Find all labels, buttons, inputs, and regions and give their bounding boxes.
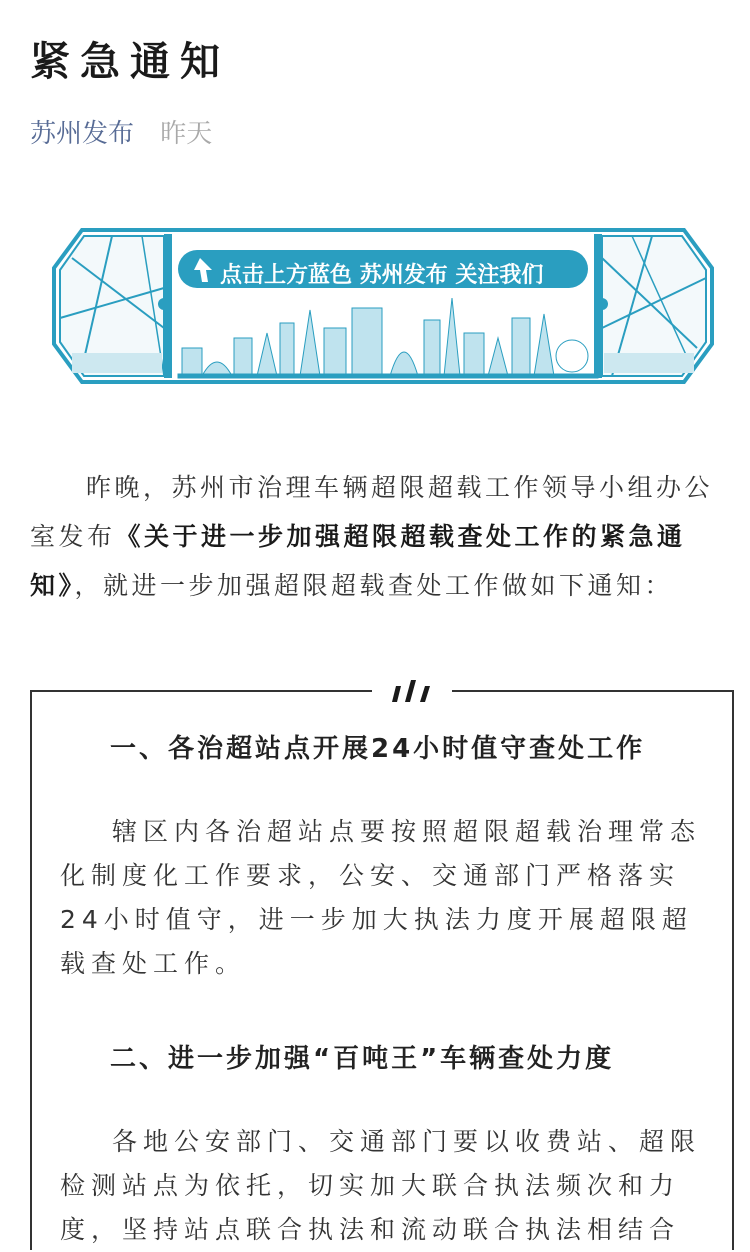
notice-content-box	[30, 690, 734, 1250]
intro-tail: ，就进一步加强超限超载查处工作做如下通知：	[74, 571, 674, 600]
section-2-body: 各地公安部门、交通部门要以收费站、超限检测站点为依托，切实加大联合执法频次和力度，坚持站点联合执法和流动联合执法相结合	[60, 1127, 702, 1244]
article-title: 紧急通知	[30, 39, 230, 85]
right-wing-decoration	[602, 236, 706, 376]
author-link[interactable]: 苏州发布	[30, 119, 135, 149]
section-1-title: 一、各治超站点开展24小时值守查处工作	[110, 734, 646, 764]
section-1-body: 辖区内各治超站点要按照超限超载治理常态化制度化工作要求，公安、交通部门严格落实24小时值守，进一步加大执法力度开展超限超载查处工作。	[60, 817, 702, 978]
follow-banner[interactable]	[52, 228, 714, 384]
intro-lead: 昨晚，苏州市治理车辆超限超载工作领导小组办公室发布	[30, 473, 714, 551]
slash-ornament-icon	[372, 678, 452, 704]
section-2-title: 二、进一步加强“百吨王”车辆查处力度	[110, 1044, 615, 1074]
article-meta	[30, 113, 212, 150]
notice-title: 《关于进一步加强超限超载查处工作的紧急通知》	[30, 522, 686, 600]
left-wing-decoration	[60, 236, 164, 376]
banner-follow-text: 点击上方蓝色 苏州发布 关注我们	[220, 263, 544, 288]
publish-date: 昨天	[160, 119, 213, 149]
intro-paragraph	[30, 463, 735, 610]
